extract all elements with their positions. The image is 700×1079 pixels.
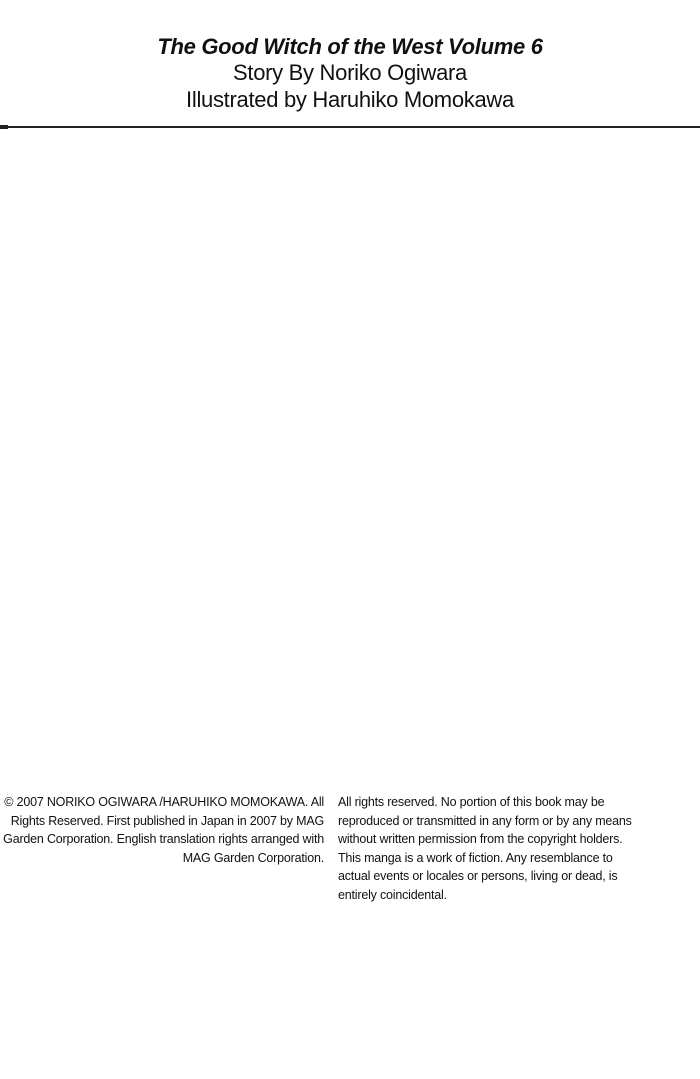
- copyright-line: MAG Garden Corporation.: [182, 850, 324, 865]
- disclaimer-line: actual events or locales or persons, living or dead, is: [338, 869, 618, 883]
- illustration-credit: Illustrated by Haruhiko Momokawa: [186, 86, 514, 112]
- disclaimer-line: All rights reserved. No portion of this book may be: [338, 795, 605, 809]
- book-title: The Good Witch of the West Volume 6: [157, 34, 543, 59]
- copyright-line: Garden Corporation. English translation rights arranged with: [3, 832, 324, 846]
- disclaimer-line: reproduced or transmitted in any form or by any means: [338, 813, 632, 828]
- disclaimer-line: This manga is a work of fiction. Any resemblance to: [338, 850, 613, 865]
- story-credit: Story By Noriko Ogiwara: [233, 60, 467, 86]
- copyright-line: © 2007 NORIKO OGIWARA /HARUHIKO MOMOKAWA. All: [4, 795, 324, 809]
- copyright-notice: [0, 793, 324, 867]
- title-block: [0, 34, 700, 113]
- copyright-line: Rights Reserved. First published in Japan in 2007 by MAG: [10, 813, 324, 828]
- disclaimer-line: without written permission from the copyright holders.: [338, 832, 623, 846]
- rights-disclaimer: [338, 793, 698, 904]
- header-divider: [6, 126, 700, 128]
- disclaimer-line: entirely coincidental.: [338, 887, 447, 902]
